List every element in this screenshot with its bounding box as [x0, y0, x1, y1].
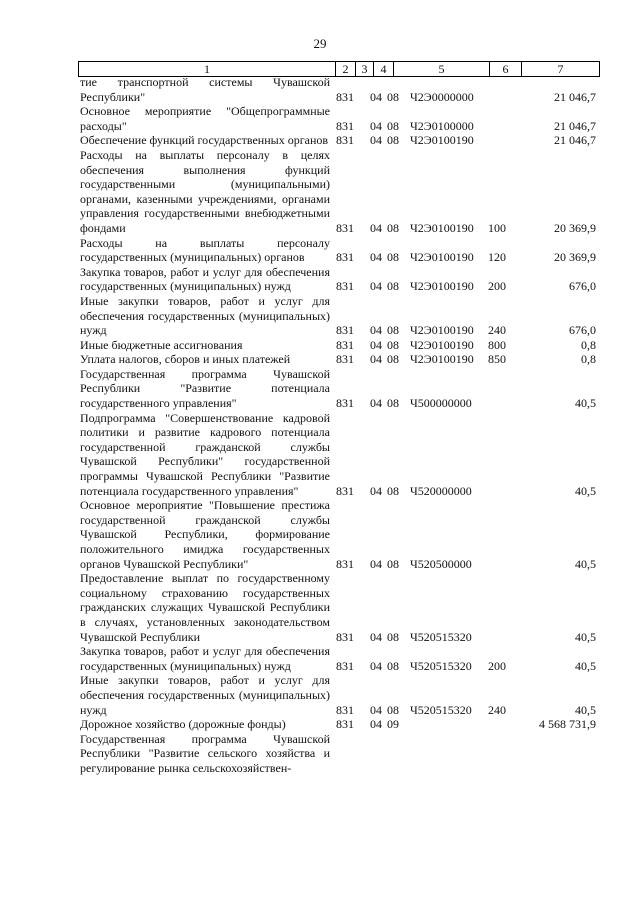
row-section-code: 04 [370, 133, 382, 148]
row-amount: 21 046,7 [554, 89, 596, 104]
row-target-article: Ч2Э0100190 [410, 323, 474, 338]
row-amount: 40,5 [575, 658, 596, 673]
row-target-article: Ч2Э0100000 [410, 118, 474, 133]
row-expense-type: 800 [488, 337, 506, 352]
row-description: Государственная программа Чувашской Республики "Развитие сельского хозяйства и регулирование рынка сельскохозяйствен- [80, 731, 330, 775]
row-expense-type: 200 [488, 279, 506, 294]
row-ministry-code: 831 [336, 89, 354, 104]
row-subsection-code: 08 [387, 702, 399, 717]
table-row [80, 644, 600, 673]
row-description: Иные закупки товаров, работ и услуг для обеспечения государственных (муниципальных) нужд [80, 673, 330, 717]
row-ministry-code: 831 [336, 717, 354, 732]
row-section-code: 04 [370, 629, 382, 644]
row-section-code: 04 [370, 89, 382, 104]
row-target-article: Ч2Э0000000 [410, 89, 474, 104]
row-target-article: Ч520515320 [410, 629, 472, 644]
row-target-article: Ч2Э0100190 [410, 133, 474, 148]
row-ministry-code: 831 [336, 279, 354, 294]
header-col-4: 4 [374, 62, 394, 76]
row-description: Обеспечение функций государственных органов [80, 133, 329, 148]
row-ministry-code: 831 [336, 396, 354, 411]
row-subsection-code: 08 [387, 250, 399, 265]
row-expense-type: 100 [488, 220, 506, 235]
row-section-code: 04 [370, 220, 382, 235]
row-ministry-code: 831 [336, 118, 354, 133]
row-amount: 40,5 [575, 702, 596, 717]
row-amount: 40,5 [575, 483, 596, 498]
table-row [80, 148, 600, 236]
row-subsection-code: 08 [387, 337, 399, 352]
row-description: Расходы на выплаты персоналу государственных (муниципальных) органов [80, 235, 330, 265]
row-expense-type: 200 [488, 658, 506, 673]
row-amount: 21 046,7 [554, 118, 596, 133]
table-row [80, 133, 600, 148]
table-row [80, 294, 600, 338]
row-ministry-code: 831 [336, 483, 354, 498]
row-amount: 40,5 [575, 396, 596, 411]
row-subsection-code: 08 [387, 352, 399, 367]
row-ministry-code: 831 [336, 629, 354, 644]
row-subsection-code: 08 [387, 118, 399, 133]
table-row [80, 352, 600, 367]
table-row [80, 265, 600, 294]
row-subsection-code: 08 [387, 323, 399, 338]
row-section-code: 04 [370, 658, 382, 673]
header-col-2: 2 [336, 62, 356, 76]
row-description: Иные бюджетные ассигнования [80, 337, 243, 352]
row-target-article: Ч520000000 [410, 483, 472, 498]
row-amount: 0,8 [581, 352, 596, 367]
row-ministry-code: 831 [336, 556, 354, 571]
row-subsection-code: 08 [387, 629, 399, 644]
row-ministry-code: 831 [336, 352, 354, 367]
table-row [80, 236, 600, 265]
table-row [80, 338, 600, 353]
row-description: Основное мероприятие "Общепрограммные расходы" [80, 104, 330, 133]
row-section-code: 04 [370, 717, 382, 732]
row-description: Расходы на выплаты персоналу в целях обеспечения выполнения функций государственными (муниципальными) органами, казенными учреждениями, органами управления государственными внебюджетными фондами [80, 147, 330, 235]
row-target-article: Ч2Э0100190 [410, 337, 474, 352]
table-row [80, 673, 600, 717]
header-col-3: 3 [356, 62, 374, 76]
row-subsection-code: 08 [387, 220, 399, 235]
row-subsection-code: 08 [387, 279, 399, 294]
row-expense-type: 120 [488, 250, 506, 265]
row-ministry-code: 831 [336, 323, 354, 338]
row-subsection-code: 08 [387, 133, 399, 148]
header-col-5: 5 [394, 62, 490, 76]
row-section-code: 04 [370, 483, 382, 498]
row-description: Государственная программа Чувашской Республики "Развитие потенциала государственного управления" [80, 366, 330, 411]
header-col-6: 6 [490, 62, 522, 76]
row-section-code: 04 [370, 396, 382, 411]
row-section-code: 04 [370, 337, 382, 352]
row-subsection-code: 09 [387, 717, 399, 732]
row-target-article: Ч2Э0100190 [410, 352, 474, 367]
row-target-article: Ч2Э0100190 [410, 250, 474, 265]
row-description: Предоставление выплат по государственному социальному страхованию государственных гражданских служащих Чувашской Республики в случаях, установленных законодательством Чувашской Республики [80, 571, 330, 644]
row-description: тие транспортной системы Чувашской Республики" [80, 75, 330, 104]
row-description: Дорожное хозяйство (дорожные фонды) [80, 717, 286, 732]
row-section-code: 04 [370, 250, 382, 265]
row-section-code: 04 [370, 352, 382, 367]
table-row [80, 732, 600, 776]
row-section-code: 04 [370, 323, 382, 338]
table-row [80, 411, 600, 499]
table-row [80, 75, 600, 104]
row-target-article: Ч500000000 [410, 396, 472, 411]
row-description: Закупка товаров, работ и услуг для обеспечения государственных (муниципальных) нужд [80, 644, 330, 673]
row-amount: 676,0 [569, 323, 596, 338]
row-amount: 40,5 [575, 556, 596, 571]
row-ministry-code: 831 [336, 220, 354, 235]
row-description: Основное мероприятие "Повышение престижа государственной гражданской службы Чувашской Республики, формирование положительного имиджа государственных органов Чувашской Республики" [80, 498, 330, 571]
row-expense-type: 240 [488, 702, 506, 717]
row-amount: 4 568 731,9 [539, 717, 596, 732]
row-description: Иные закупки товаров, работ и услуг для обеспечения государственных (муниципальных) нужд [80, 293, 330, 338]
row-target-article: Ч520515320 [410, 702, 472, 717]
row-amount: 40,5 [575, 629, 596, 644]
header-col-7: 7 [557, 62, 564, 76]
table-row [80, 367, 600, 411]
row-subsection-code: 08 [387, 556, 399, 571]
row-ministry-code: 831 [336, 658, 354, 673]
row-subsection-code: 08 [387, 483, 399, 498]
page-number: 29 [313, 36, 327, 51]
header-col-1: 1 [79, 62, 336, 76]
row-section-code: 04 [370, 556, 382, 571]
budget-table-body [80, 75, 600, 776]
row-subsection-code: 08 [387, 658, 399, 673]
row-ministry-code: 831 [336, 250, 354, 265]
table-row [80, 104, 600, 133]
row-target-article: Ч2Э0100190 [410, 220, 474, 235]
row-description: Уплата налогов, сборов и иных платежей [80, 352, 291, 367]
row-amount: 0,8 [581, 337, 596, 352]
row-target-article: Ч520500000 [410, 556, 472, 571]
row-description: Подпрограмма "Совершенствование кадровой политики и развитие кадрового потенциала государственной гражданской службы Чувашской Республики" государственной программы Чувашской Республики "Развитие потенциала государственного управления" [80, 410, 330, 498]
row-ministry-code: 831 [336, 337, 354, 352]
row-expense-type: 850 [488, 352, 506, 367]
row-section-code: 04 [370, 118, 382, 133]
table-row [80, 717, 600, 732]
row-ministry-code: 831 [336, 702, 354, 717]
row-amount: 676,0 [569, 279, 596, 294]
row-target-article: Ч520515320 [410, 658, 472, 673]
table-row [80, 498, 600, 571]
table-row [80, 571, 600, 644]
row-amount: 20 369,9 [554, 220, 596, 235]
row-target-article: Ч2Э0100190 [410, 279, 474, 294]
row-subsection-code: 08 [387, 396, 399, 411]
row-ministry-code: 831 [336, 133, 354, 148]
row-section-code: 04 [370, 702, 382, 717]
row-description: Закупка товаров, работ и услуг для обеспечения государственных (муниципальных) нужд [80, 264, 330, 294]
row-section-code: 04 [370, 279, 382, 294]
row-amount: 21 046,7 [554, 133, 596, 148]
row-subsection-code: 08 [387, 89, 399, 104]
row-expense-type: 240 [488, 323, 506, 338]
row-amount: 20 369,9 [554, 250, 596, 265]
